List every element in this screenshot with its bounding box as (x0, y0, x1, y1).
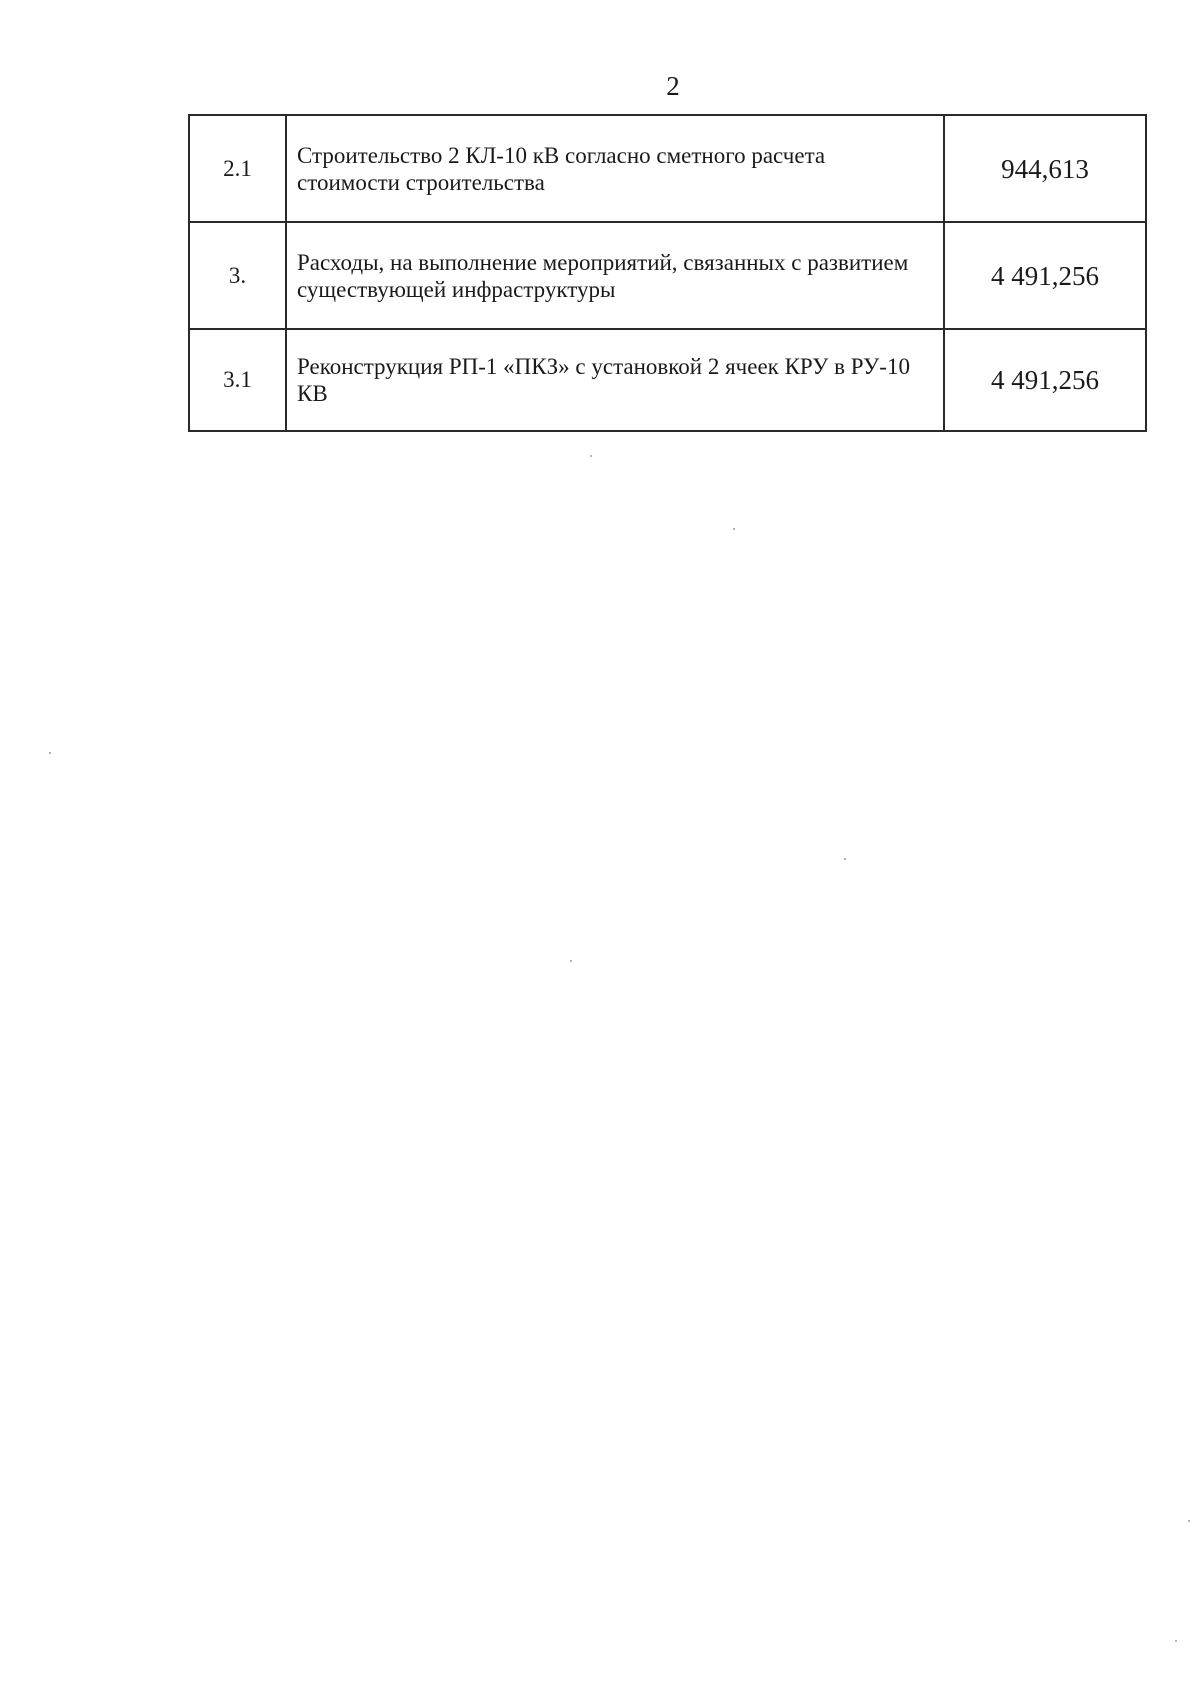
row-value: 4 491,256 (944, 222, 1146, 329)
scan-speck (733, 528, 735, 530)
row-value: 944,613 (944, 115, 1146, 222)
scan-speck (49, 752, 51, 754)
row-description: Реконструкция РП-1 «ПКЗ» с установкой 2 ячеек КРУ в РУ-10 КВ (286, 329, 944, 431)
scan-speck (590, 455, 592, 457)
scan-speck (1188, 1520, 1190, 1522)
cost-table (188, 114, 1147, 432)
scan-speck (844, 858, 846, 860)
row-number: 3. (189, 222, 286, 329)
table-row (189, 329, 1146, 431)
row-description: Расходы, на выполнение мероприятий, связанных с развитием существующей инфраструктуры (286, 222, 944, 329)
table-row (189, 115, 1146, 222)
row-description: Строительство 2 КЛ-10 кВ согласно сметного расчета стоимости строительства (286, 115, 944, 222)
row-number: 2.1 (189, 115, 286, 222)
table-row (189, 222, 1146, 329)
page-number: 2 (666, 71, 680, 101)
scan-speck (1175, 1640, 1177, 1642)
row-number: 3.1 (189, 329, 286, 431)
row-value: 4 491,256 (944, 329, 1146, 431)
scan-speck (570, 960, 572, 962)
